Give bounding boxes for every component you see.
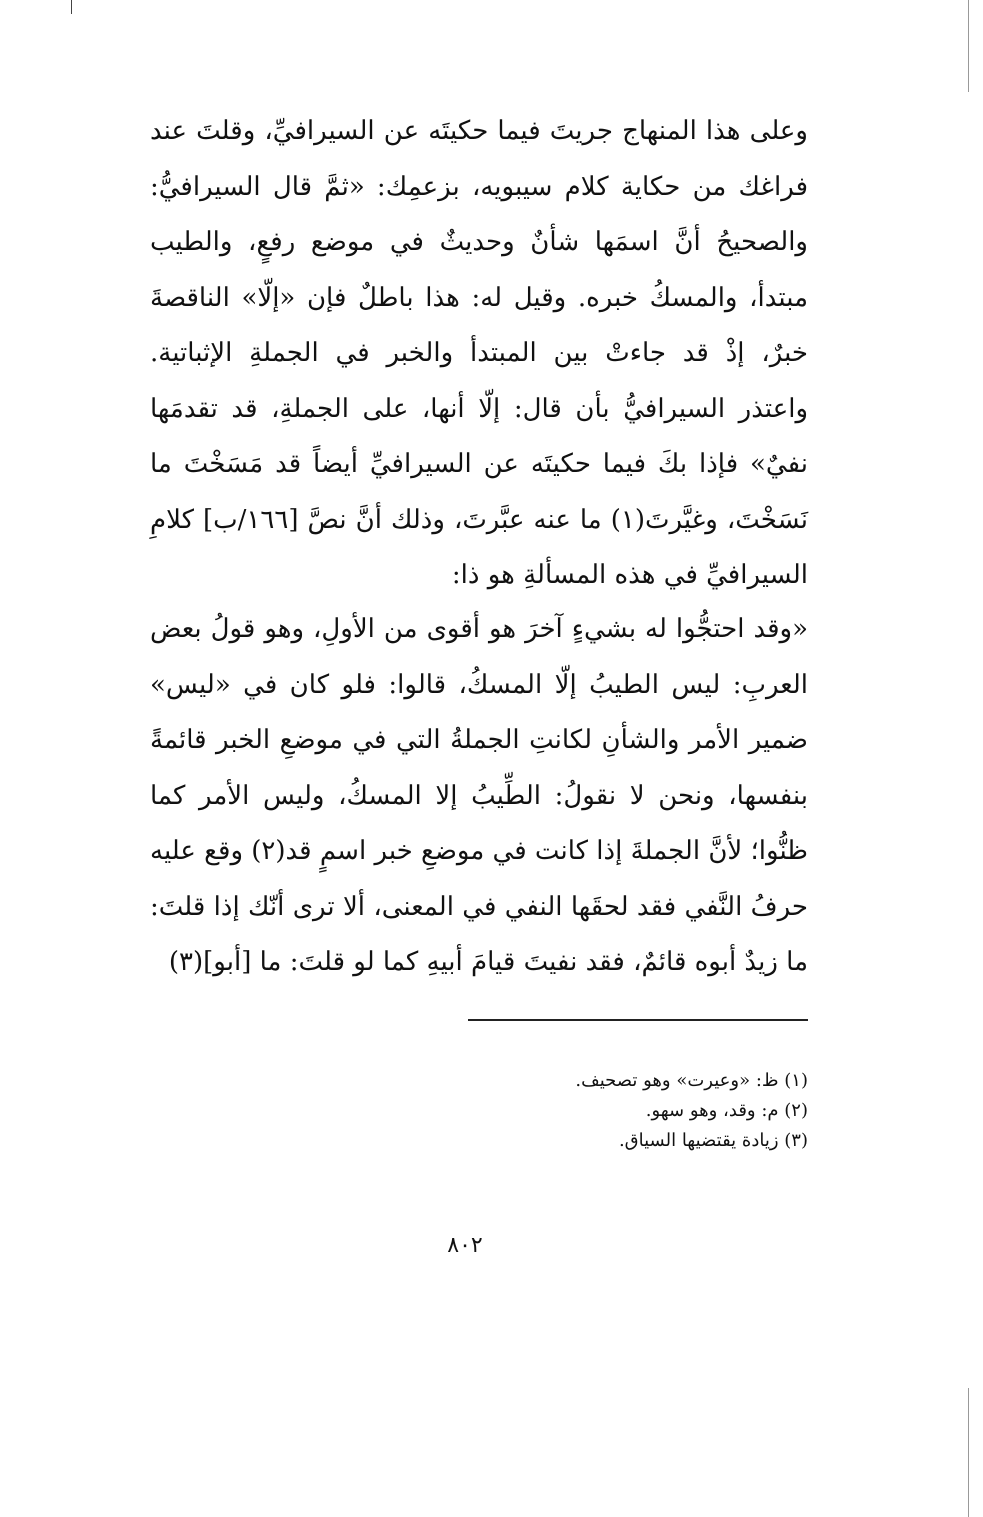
footnote-2: (٢) م: وقد، وهو سهو.: [645, 1100, 808, 1121]
scan-edge-line-bottom: [968, 1388, 969, 1517]
paragraph-text: «وقد احتجُّوا له بشيءٍ آخرَ هو أقوى من الأولِ، وهو قولُ بعض العربِ: ليس الطيبُ إلّا المسكُ، قالوا: فلو كان في «ليس» ضمير الأمر والشأنِ لكانتِ الجملةُ التي في موضعِ الخبر قائمةً بنفسها، ونحن لا نقولُ: الطِّيبُ إلا المسكُ، وليس الأمر كما ظنُّوا؛ لأنَّ الجملةَ إذا كانت في موضعِ خبر اسمٍ قد(٢) وقع عليه حرفُ النَّفي فقد لحقَها النفي في المعنى، ألا ترى أنّك إذا قلتَ: ما زيدٌ أبوه قائمٌ، فقد نفيتَ قيامَ أبيهِ كما لو قلتَ: ما [أبو](٣): [150, 614, 808, 977]
scan-mark: [71, 0, 72, 14]
footnote-1: (١) ظ: «وعيرت» وهو تصحيف.: [575, 1070, 808, 1091]
footnote-separator: [468, 1019, 808, 1021]
body-paragraph-1: [150, 104, 808, 604]
body-paragraph-2: [150, 602, 808, 991]
page-number: ٨٠٢: [447, 1233, 483, 1258]
footnotes: [300, 1066, 808, 1156]
paragraph-text: وعلى هذا المنهاج جريتَ فيما حكيتَه عن السيرافيِّ، وقلتَ عند فراغك من حكاية كلام سيبويه، بزعمِك: «ثمَّ قال السيرافيُّ: والصحيحُ أنَّ اسمَها شأنٌ وحديثٌ في موضع رفعٍ، والطيب مبتدأ، والمسكُ خبره. وقيل له: هذا باطلٌ فإن «إلّا» الناقصةَ خبرٌ، إذْ قد جاءتْ بين المبتدأ والخبر في الجملةِ الإثباتية. واعتذر السيرافيُّ بأن قال: إلّا أنها، على الجملةِ، قد تقدمَها نفيٌ» فإذا بكَ فيما حكيتَه عن السيرافيِّ أيضاً قد مَسَخْتَ ما نَسَخْتَ، وغيَّرتَ(١) ما عنه عبَّرتَ، وذلك أنَّ نصَّ [١٦٦/ب] كلامِ السيرافيِّ في هذه المسألةِ هو ذا:: [150, 116, 809, 590]
footnote-3: (٣) زيادة يقتضيها السياق.: [618, 1130, 808, 1151]
scan-edge-line-top: [968, 0, 969, 92]
